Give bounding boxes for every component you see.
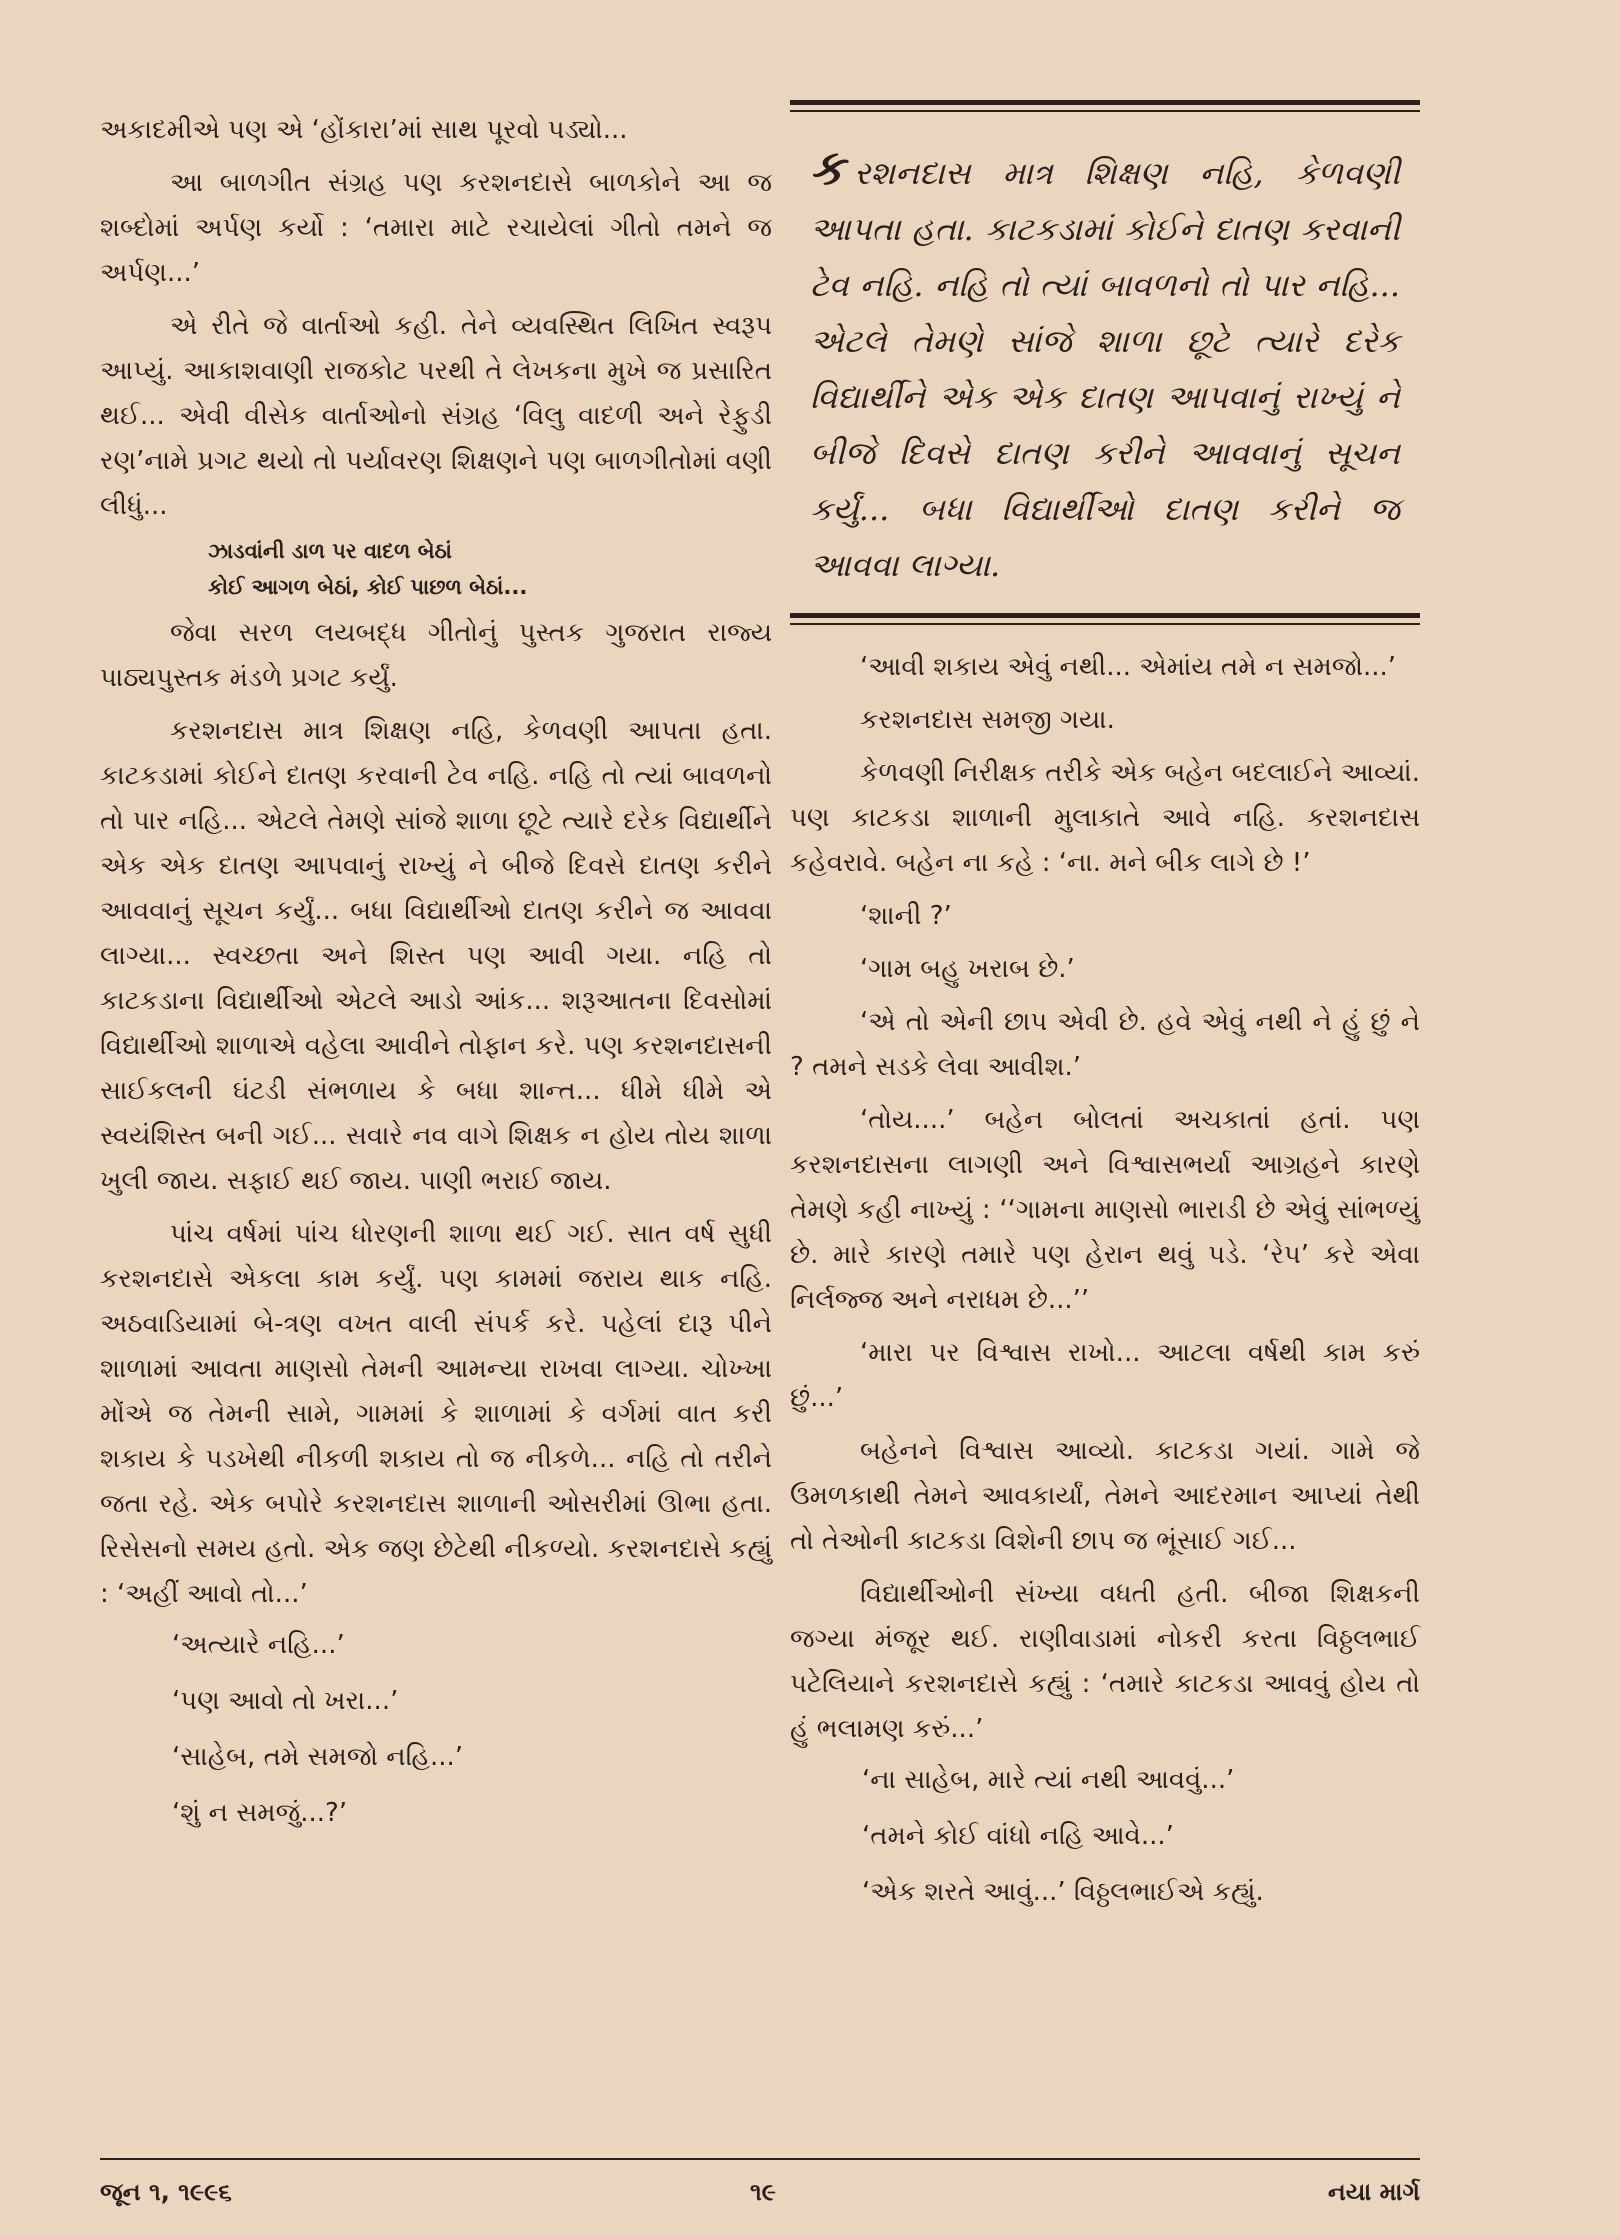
divider-rule	[790, 100, 1420, 105]
dialogue-line: ‘સાહેબ, તમે સમજો નહિ...’	[172, 1742, 464, 1772]
paragraph: કેળવણી નિરીક્ષક તરીકે એક બહેન બદલાઈને આવ્યાં. પણ કાટકડા શાળાની મુલાકાતે આવે નહિ. કરશનદાસ કહેવરાવે. બહેન ના કહે : ‘ના. મને બીક લાગે છે !’	[790, 758, 1420, 878]
poem-line: ઝાડવાંની ડાળ પર વાદળ બેઠાં	[208, 539, 452, 563]
page-number: ૧૯	[750, 2178, 776, 2206]
divider-rule	[790, 613, 1420, 618]
poem-line: કોઈ આગળ બેઠાં, કોઈ પાછળ બેઠાં...	[208, 575, 528, 599]
dialogue-line: ‘ના સાહેબ, મારે ત્યાં નથી આવવું...’	[862, 1765, 1235, 1795]
paragraph: ‘શાની ?’	[860, 901, 952, 931]
dialogue-line: ‘પણ આવો તો ખરા...’	[172, 1686, 399, 1716]
paragraph: ‘ગામ બહુ ખરાબ છે.’	[860, 954, 1075, 984]
paragraph: બહેનને વિશ્વાસ આવ્યો. કાટકડા ગયાં. ગામે જે ઉમળકાથી તેમને આવકાર્યાં, તેમને આદરમાન આપ્યાં તેથી તો તેઓની કાટકડા વિશેની છાપ જ ભૂંસાઈ ગઈ...	[790, 1436, 1420, 1556]
pull-quote-box	[790, 100, 1420, 625]
left-column	[100, 108, 772, 1841]
magazine-name: નયા માર્ગ	[1327, 2178, 1420, 2206]
paragraph: અકાદમીએ પણ એ ‘હોંકારા’માં સાથ પૂરવો પડ્યો...	[100, 115, 628, 145]
pull-quote	[790, 112, 1420, 613]
right-body	[790, 645, 1420, 1920]
dialogue-line: ‘એક શરતે આવું...’ વિઠ્ઠલભાઈએ કહ્યું.	[862, 1877, 1264, 1907]
poem-excerpt	[100, 533, 772, 605]
paragraph: ‘મારા પર વિશ્વાસ રાખો... આટલા વર્ષથી કામ કરું છું...’	[790, 1338, 1420, 1413]
divider-rule	[790, 623, 1420, 625]
paragraph: પાંચ વર્ષમાં પાંચ ધોરણની શાળા થઈ ગઈ. સાત વર્ષ સુધી કરશનદાસે એકલા કામ કર્યું. પણ કામમાં જરાય થાક નહિ. અઠવાડિયામાં બે-ત્રણ વખત વાલી સંપર્ક કરે. પહેલાં દારૂ પીને શાળામાં આવતા માણસો તેમની આમન્યા રાખવા લાગ્યા. ચોખ્ખા મોંએ જ તેમની સામે, ગામમાં કે શાળામાં કે વર્ગમાં વાત કરી શકાય કે પડખેથી નીકળી શકાય તો જ નીકળે... નહિ તો તરીને જતા રહે. એક બપોરે કરશનદાસ શાળાની ઓસરીમાં ઊભા હતા. રિસેસનો સમય હતો. એક જણ છેટેથી નીકળ્યો. કરશનદાસે કહ્યું : ‘અહીં આવો તો...’	[100, 1219, 772, 1609]
paragraph: ‘આવી શકાય એવું નથી... એમાંય તમે ન સમજો...’	[860, 652, 1397, 682]
paragraph: ‘તોય....’ બહેન બોલતાં અચકાતાં હતાં. પણ કરશનદાસના લાગણી અને વિશ્વાસભર્યા આગ્રહને કારણે તેમણે કહી નાખ્યું : ‘‘ગામના માણસો ભારાડી છે એવું સાંભળ્યું છે. મારે કારણે તમારે પણ હેરાન થવું પડે. ‘રેપ’ કરે એવા નિર્લજ્જ અને નરાધમ છે...’’	[790, 1105, 1420, 1315]
page-footer	[100, 2158, 1420, 2206]
dialogue-line: ‘તમને કોઈ વાંધો નહિ આવે...’	[862, 1821, 1174, 1851]
paragraph: કરશનદાસ માત્ર શિક્ષણ નહિ, કેળવણી આપતા હતા. કાટકડામાં કોઈને દાતણ કરવાની ટેવ નહિ. નહિ તો ત્યાં બાવળનો તો પાર નહિ... એટલે તેમણે સાંજે શાળા છૂટે ત્યારે દરેક વિદ્યાર્થીને એક એક દાતણ આપવાનું રાખ્યું ને બીજે દિવસે દાતણ કરીને આવવાનું સૂચન કર્યું... બધા વિદ્યાર્થીઓ દાતણ કરીને જ આવવા લાગ્યા... સ્વચ્છતા અને શિસ્ત પણ આવી ગયા. નહિ તો કાટકડાના વિદ્યાર્થીઓ એટલે આડો આંક... શરૂઆતના દિવસોમાં વિદ્યાર્થીઓ શાળાએ વહેલા આવીને તોફાન કરે. પણ કરશનદાસની સાઈકલની ઘંટડી સંભળાય કે બધા શાન્ત... ધીમે ધીમે એ સ્વયંશિસ્ત બની ગઈ... સવારે નવ વાગે શિક્ષક ન હોય તોય શાળા ખુલી જાય. સફાઈ થઈ જાય. પાણી ભરાઈ જાય.	[100, 716, 772, 1196]
issue-date: જૂન ૧, ૧૯૯૬	[100, 2178, 232, 2206]
paragraph: જેવા સરળ લયબદ્ધ ગીતોનું પુસ્તક ગુજરાત રાજ્ય પાઠ્યપુસ્તક મંડળે પ્રગટ કર્યું.	[100, 618, 772, 693]
dialogue-line: ‘શું ન સમજું...?’	[172, 1798, 348, 1828]
dialogue-line: ‘અત્યારે નહિ...’	[172, 1630, 345, 1660]
paragraph: વિદ્યાર્થીઓની સંખ્યા વધતી હતી. બીજા શિક્ષકની જગ્યા મંજૂર થઈ. રાણીવાડામાં નોકરી કરતા વિઠ્ઠલભાઈ પટેલિયાને કરશનદાસે કહ્યું : ‘તમારે કાટકડા આવવું હોય તો હું ભલામણ કરું...’	[790, 1579, 1420, 1744]
drop-cap: ક	[810, 140, 844, 196]
paragraph: ‘એ તો એની છાપ એવી છે. હવે એવું નથી ને હું છું ને ? તમને સડકે લેવા આવીશ.’	[790, 1007, 1420, 1082]
paragraph: કરશનદાસ સમજી ગયા.	[860, 705, 1115, 735]
pull-quote-text: રશનદાસ માત્ર શિક્ષણ નહિ, કેળવણી આપતા હતા. કાટકડામાં કોઈને દાતણ કરવાની ટેવ નહિ. નહિ તો ત્યાં બાવળનો તો પાર નહિ... એટલે તેમણે સાંજે શાળા છૂટે ત્યારે દરેક વિદ્યાર્થીને એક એક દાતણ આપવાનું રાખ્યું ને બીજે દિવસે દાતણ કરીને આવવાનું સૂચન કર્યું... બધા વિદ્યાર્થીઓ દાતણ કરીને જ આવવા લાગ્યા.	[810, 154, 1400, 584]
paragraph: એ રીતે જે વાર્તાઓ કહી. તેને વ્યવસ્થિત લિખિત સ્વરૂપ આપ્યું. આકાશવાણી રાજકોટ પરથી તે લેખકના મુખે જ પ્રસારિત થઈ... એવી વીસેક વાર્તાઓનો સંગ્રહ ‘વિલુ વાદળી અને રેફુડી રણ’નામે પ્રગટ થયો તો પર્યાવરણ શિક્ષણને પણ બાળગીતોમાં વણી લીધું...	[100, 311, 772, 521]
paragraph: આ બાળગીત સંગ્રહ પણ કરશનદાસે બાળકોને આ જ શબ્દોમાં અર્પણ કર્યો : ‘તમારા માટે રચાયેલાં ગીતો તમને જ અર્પણ...’	[100, 168, 772, 288]
right-column	[790, 100, 1420, 1920]
